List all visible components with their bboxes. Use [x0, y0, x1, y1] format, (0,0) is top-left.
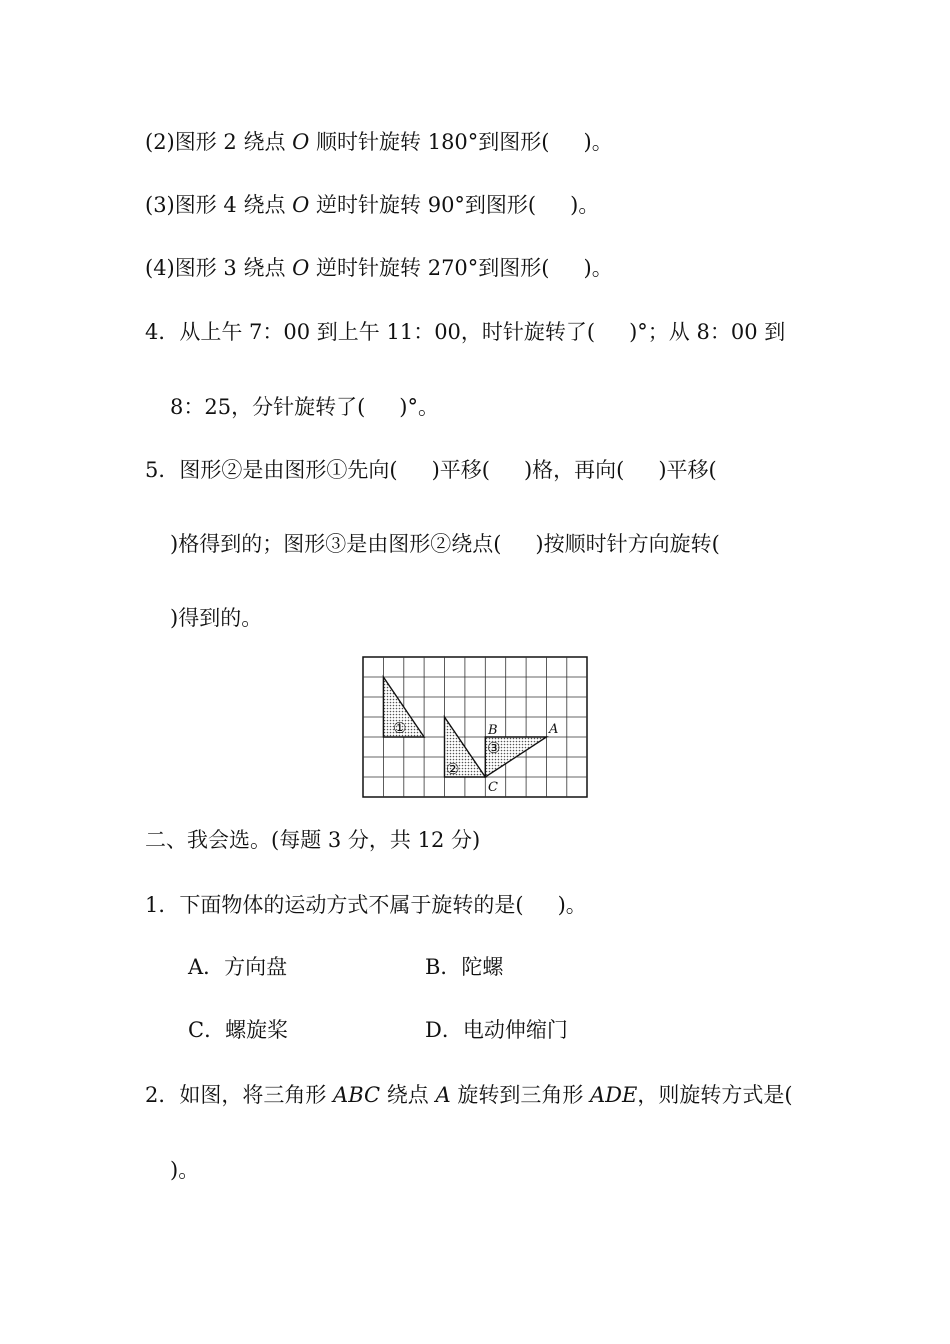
- label-a: A: [549, 722, 559, 737]
- question-text: )°。: [399, 395, 439, 419]
- q3-item-3: [145, 190, 599, 220]
- item-number: (2): [145, 130, 175, 154]
- point-o: O: [292, 256, 310, 280]
- point-o: O: [292, 130, 310, 154]
- question-text: 1．下面物体的运动方式不属于旋转的是(: [145, 893, 524, 917]
- q3-item-2: [145, 127, 613, 157]
- question-text: 绕点: [380, 1083, 436, 1107]
- item-number: (4): [145, 256, 175, 280]
- option-c[interactable]: C．螺旋桨: [188, 1018, 289, 1042]
- q5-line-2: [170, 529, 720, 559]
- q4-line-1: [145, 317, 785, 347]
- question-text: )格得到的；图形③是由图形②绕点(: [170, 532, 502, 556]
- label-circled-2: ②: [446, 760, 460, 778]
- question-text: )得到的。: [170, 606, 263, 630]
- q5-line-1: [145, 455, 717, 485]
- item-text: )。: [583, 256, 613, 280]
- point-a-label: A: [435, 1083, 451, 1107]
- label-b: B: [488, 723, 498, 738]
- q4-line-2: [170, 392, 439, 422]
- option-a[interactable]: A．方向盘: [188, 955, 288, 979]
- option-b[interactable]: B．陀螺: [425, 955, 504, 979]
- triangle-abc-label: ABC: [333, 1083, 381, 1107]
- question-text: 4．从上午 7：00 到上午 11：00，时针旋转了(: [145, 320, 596, 344]
- question-text: )。: [170, 1158, 200, 1182]
- question-text: )°；从 8：00 到: [629, 320, 786, 344]
- triangle-ade-label: ADE: [590, 1083, 638, 1107]
- grid-figure: [362, 656, 588, 798]
- question-text: )格，再向(: [523, 458, 625, 482]
- item-text: 图形 4 绕点: [174, 193, 293, 217]
- item-text: 图形 3 绕点: [174, 256, 293, 280]
- question-text: )按顺时针方向旋转(: [535, 532, 720, 556]
- item-text: )。: [583, 130, 613, 154]
- question-text: )。: [557, 893, 587, 917]
- choice-q1-stem: [145, 890, 587, 920]
- choice-q2-line-2: [170, 1155, 199, 1185]
- q5-line-3: [170, 603, 262, 633]
- question-text: ，则旋转方式是(: [637, 1083, 793, 1107]
- item-text: 顺时针旋转 180°到图形(: [309, 130, 550, 154]
- q3-item-4: [145, 253, 613, 283]
- item-text: 逆时针旋转 90°到图形(: [309, 193, 537, 217]
- option-d[interactable]: D．电动伸缩门: [425, 1018, 568, 1042]
- section-heading: 二、我会选。(每题 3 分，共 12 分): [145, 828, 481, 852]
- label-circled-1: ①: [393, 719, 407, 737]
- item-number: (3): [145, 193, 175, 217]
- question-text: )平移(: [658, 458, 717, 482]
- item-text: )。: [570, 193, 600, 217]
- question-text: 5．图形②是由图形①先向(: [145, 458, 398, 482]
- question-text: 2．如图，将三角形: [145, 1083, 334, 1107]
- point-o: O: [292, 193, 310, 217]
- choice-q2-line-1: [145, 1080, 793, 1110]
- question-text: 旋转到三角形: [450, 1083, 590, 1107]
- item-text: 逆时针旋转 270°到图形(: [309, 256, 550, 280]
- item-text: 图形 2 绕点: [174, 130, 293, 154]
- label-circled-3: ③: [487, 739, 501, 757]
- label-c: C: [488, 780, 498, 795]
- question-text: )平移(: [431, 458, 490, 482]
- question-text: 8：25，分针旋转了(: [170, 395, 366, 419]
